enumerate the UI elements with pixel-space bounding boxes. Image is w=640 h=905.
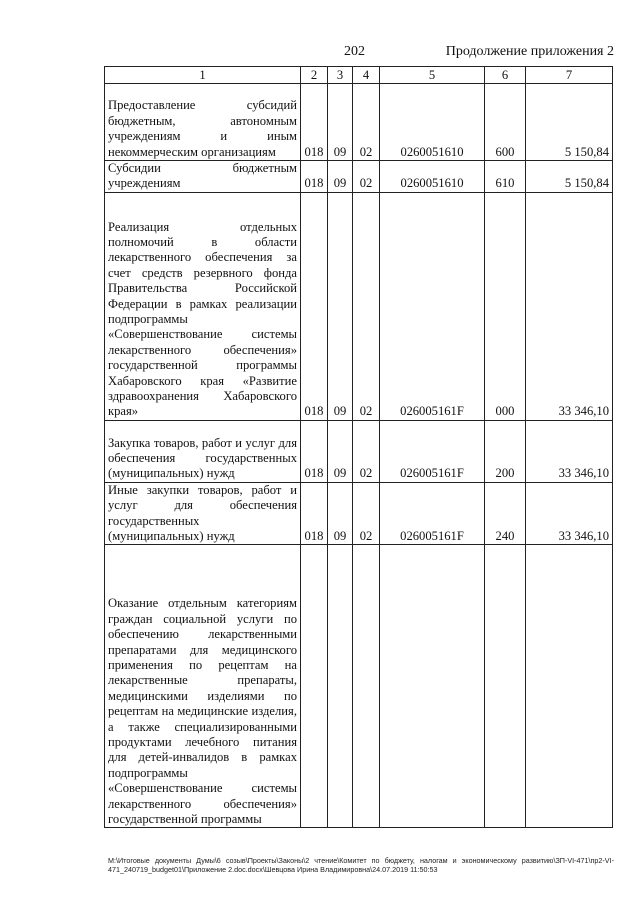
cell-amount: 33 346,10	[526, 420, 613, 482]
table-row	[105, 482, 613, 545]
cell-code-4: 02	[353, 482, 380, 545]
cell-code-4: 02	[353, 84, 380, 161]
cell-code-2: 018	[301, 420, 328, 482]
cell-code-5: 0260051610	[380, 161, 485, 193]
cell-code-3: 09	[328, 161, 353, 193]
row-name: Предоставление субсидий бюджетным, автономным учреждениям и иным некоммерческим организациям	[105, 84, 301, 161]
cell-code-2: 018	[301, 482, 328, 545]
cell-code-3: 09	[328, 192, 353, 420]
cell-code-3: 09	[328, 482, 353, 545]
cell-code-5: 0260051610	[380, 84, 485, 161]
column-header: 2	[301, 67, 328, 84]
cell-amount: 5 150,84	[526, 161, 613, 193]
row-name: Иные закупки товаров, работ и услуг для обеспечения государственных (муниципальных) нужд	[105, 482, 301, 545]
cell-code-3	[328, 545, 353, 828]
row-name: Оказание отдельным категориям граждан социальной услуги по обеспечению лекарственными препаратами для медицинского применения по рецептам на лекарственные препараты, медицинскими изделиями по рецептам на медицинские изделия, а также специализированными продуктами лечебного питания для детей-инвалидов в рамках подпрограммы «Совершенствование системы лекарственного обеспечения» государственной программы	[105, 545, 301, 828]
cell-code-6: 600	[485, 84, 526, 161]
column-header: 3	[328, 67, 353, 84]
cell-code-6: 200	[485, 420, 526, 482]
cell-code-4: 02	[353, 161, 380, 193]
cell-code-6: 610	[485, 161, 526, 193]
row-name: Закупка товаров, работ и услуг для обеспечения государственных (муниципальных) нужд	[105, 420, 301, 482]
cell-code-5: 026005161F	[380, 420, 485, 482]
column-header: 6	[485, 67, 526, 84]
table-row	[105, 545, 613, 828]
cell-code-2: 018	[301, 192, 328, 420]
table-row	[105, 161, 613, 193]
budget-table	[104, 66, 613, 828]
cell-code-4: 02	[353, 420, 380, 482]
row-name: Субсидии бюджетным учреждениям	[105, 161, 301, 193]
cell-code-2: 018	[301, 84, 328, 161]
cell-code-5: 026005161F	[380, 482, 485, 545]
column-header: 4	[353, 67, 380, 84]
cell-code-3: 09	[328, 84, 353, 161]
cell-code-5: 026005161F	[380, 192, 485, 420]
cell-code-3: 09	[328, 420, 353, 482]
cell-code-2: 018	[301, 161, 328, 193]
table-row	[105, 420, 613, 482]
table-row	[105, 192, 613, 420]
cell-code-4: 02	[353, 192, 380, 420]
table-row	[105, 84, 613, 161]
row-name: Реализация отдельных полномочий в области лекарственного обеспечения за счет средств резервного фонда Правительства Российской Федерации в рамках реализации подпрограммы «Совершенствование системы лекарственного обеспечения» государственной программы Хабаровского края «Развитие здравоохранения Хабаровского края»	[105, 192, 301, 420]
cell-code-2	[301, 545, 328, 828]
cell-code-6: 000	[485, 192, 526, 420]
cell-amount: 33 346,10	[526, 192, 613, 420]
cell-code-6	[485, 545, 526, 828]
cell-code-5	[380, 545, 485, 828]
cell-amount: 33 346,10	[526, 482, 613, 545]
column-header: 5	[380, 67, 485, 84]
cell-amount	[526, 545, 613, 828]
cell-code-6: 240	[485, 482, 526, 545]
column-header: 7	[526, 67, 613, 84]
continuation-label: Продолжение приложения 2	[445, 44, 614, 59]
file-path-footer: M:\Итоговые документы Думы\6 созыв\Проекты\Законы\2 чтение\Комитет по бюджету, налогам и экономическому развитию\ЗП-VI-471\пр2-VI-471_240719_budget01\Приложение 2.doc.docx\Шевцова Ирина Владимировна\24.07.2019 11:50:53	[108, 856, 614, 874]
header-row	[105, 67, 613, 84]
cell-amount: 5 150,84	[526, 84, 613, 161]
page-number: 202	[344, 44, 365, 59]
cell-code-4	[353, 545, 380, 828]
column-header: 1	[105, 67, 301, 84]
